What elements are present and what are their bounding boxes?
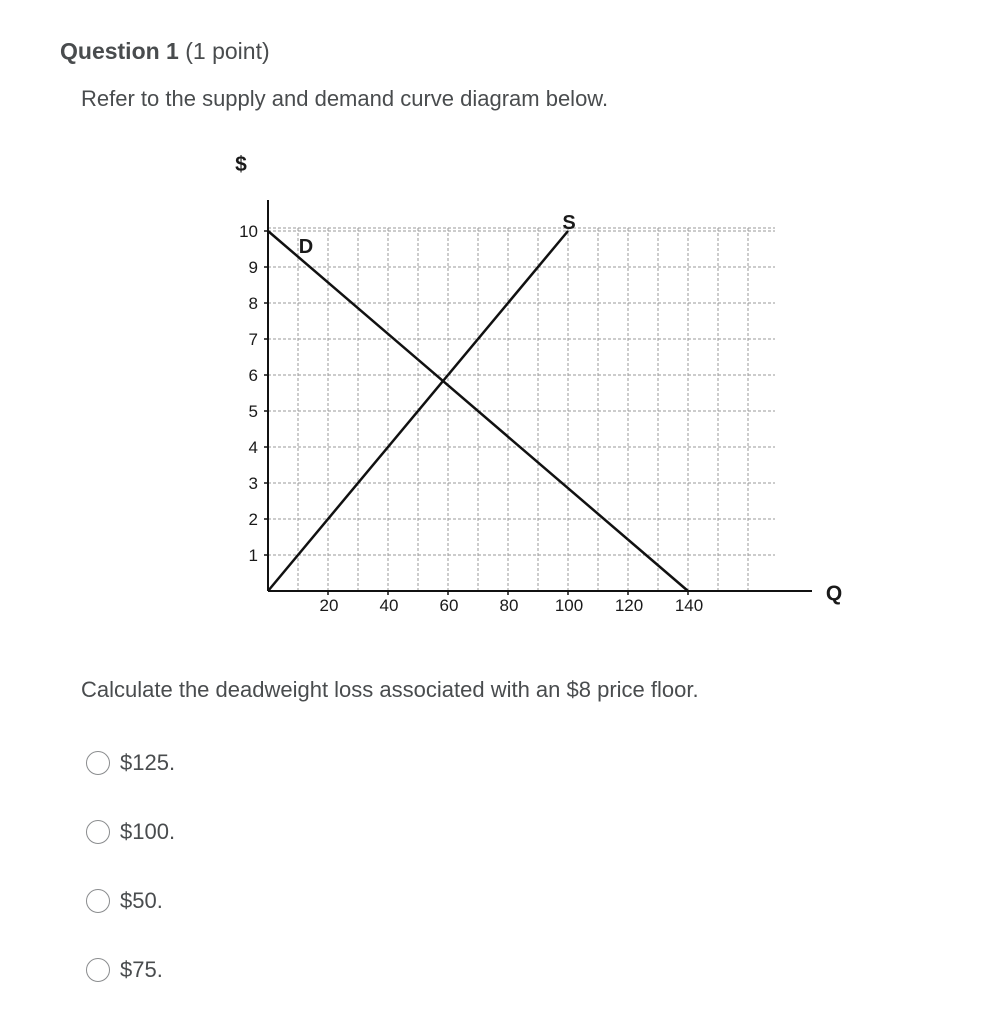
- x-tick-label: 100: [554, 596, 584, 615]
- answer-option-2[interactable]: [86, 814, 175, 850]
- y-tick-label: 7: [248, 330, 258, 349]
- y-tick-label: 8: [248, 294, 258, 313]
- radio-button[interactable]: [86, 751, 110, 775]
- x-tick-label: 60: [439, 596, 459, 615]
- y-tick-label: 9: [248, 258, 258, 277]
- answer-option-4[interactable]: [86, 952, 175, 988]
- answer-option-label: $50.: [120, 888, 163, 913]
- y-tick-label: 4: [248, 438, 258, 457]
- y-tick-label: 3: [248, 474, 258, 493]
- y-tick-label: 1: [248, 546, 258, 565]
- demand-label: D: [298, 236, 314, 258]
- question-prompt: Refer to the supply and demand curve diagram below.: [81, 86, 609, 111]
- question-text: Calculate the deadweight loss associated with an $8 price floor.: [81, 677, 699, 702]
- x-axis-title: Q: [825, 582, 843, 605]
- answer-options: [86, 745, 175, 1021]
- y-axis-title: $: [235, 153, 247, 176]
- radio-button[interactable]: [86, 820, 110, 844]
- answer-option-3[interactable]: [86, 883, 175, 919]
- question-title: Question 1: [60, 38, 179, 64]
- y-tick-label: 5: [248, 402, 258, 421]
- y-tick-label: 6: [248, 366, 258, 385]
- answer-option-1[interactable]: [86, 745, 175, 781]
- supply-label: S: [562, 212, 576, 234]
- answer-option-label: $75.: [120, 957, 163, 982]
- x-tick-label: 140: [674, 596, 704, 615]
- x-tick-label: 20: [319, 596, 339, 615]
- radio-button[interactable]: [86, 958, 110, 982]
- x-tick-label: 80: [499, 596, 519, 615]
- answer-option-label: $125.: [120, 750, 176, 775]
- answer-option-label: $100.: [120, 819, 176, 844]
- question-points: (1 point): [185, 38, 270, 64]
- x-tick-label: 40: [379, 596, 399, 615]
- y-tick-label: 2: [248, 510, 258, 529]
- radio-button[interactable]: [86, 889, 110, 913]
- y-tick-label: 10: [239, 222, 258, 241]
- x-tick-label: 120: [614, 596, 644, 615]
